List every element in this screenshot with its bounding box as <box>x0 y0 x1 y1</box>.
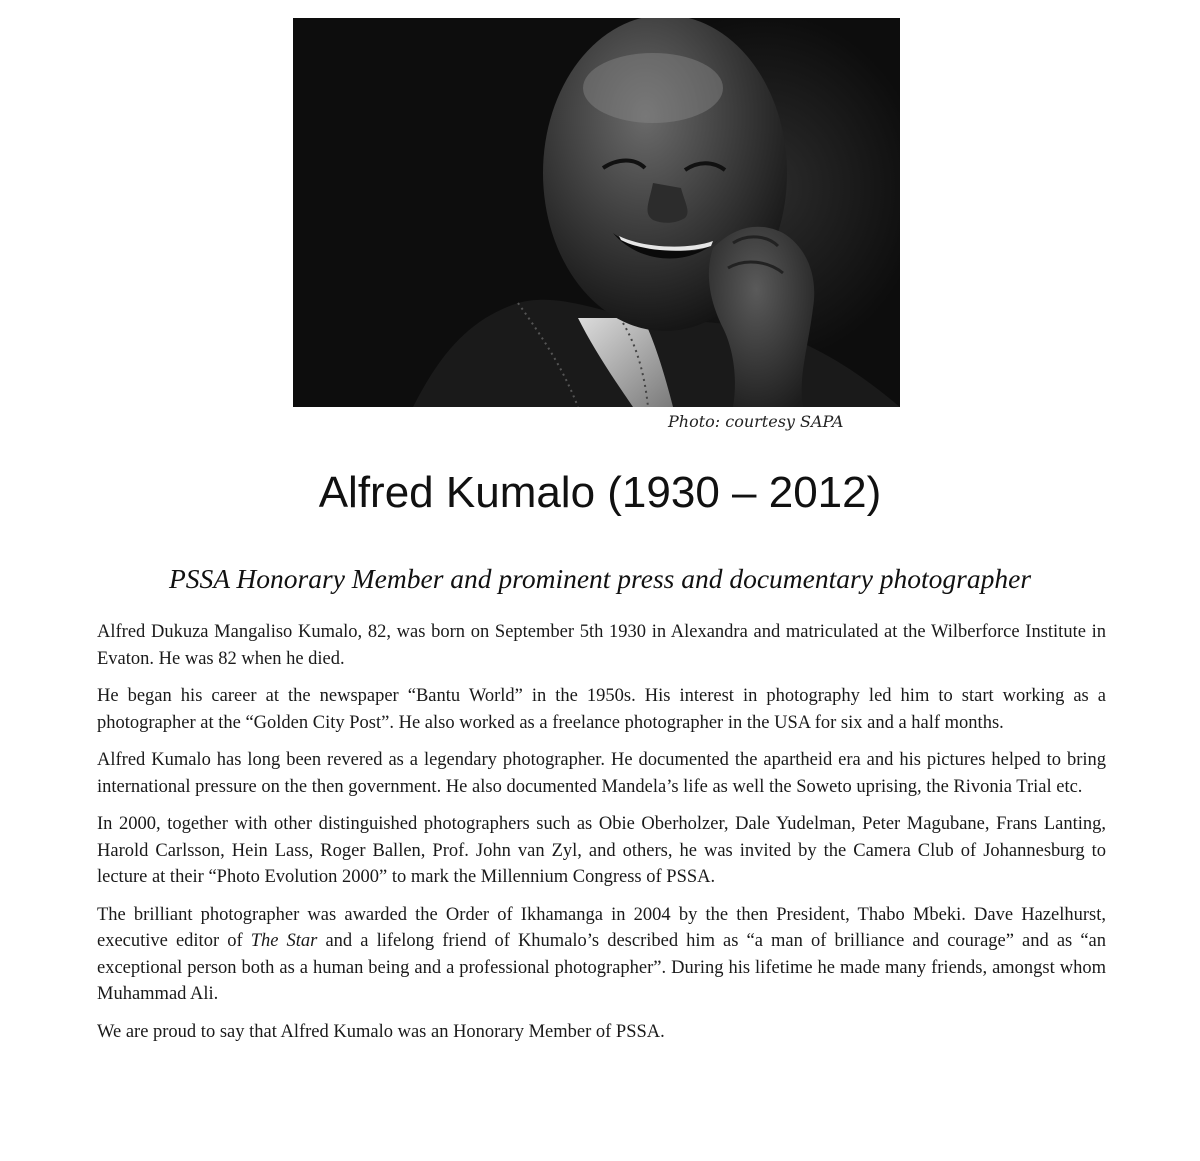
page-title: Alfred Kumalo (1930 – 2012) <box>318 468 882 517</box>
portrait-illustration <box>293 18 900 407</box>
paragraph-honorary: We are proud to say that Alfred Kumalo was an Honorary Member of PSSA. <box>97 1021 665 1042</box>
paragraph-birth: Alfred Dukuza Mangaliso Kumalo, 82, was born on September 5th 1930 in Alexandra and matriculated at the Wilberforce Institute in Evaton. He was 82 when he died. <box>97 622 1106 669</box>
paragraph-legacy: Alfred Kumalo has long been revered as a legendary photographer. He documented the apartheid era and his pictures helped to bring international pressure on the then government. He also documented Mandela’s life as well the Soweto uprising, the Rivonia Trial etc. <box>97 750 1106 797</box>
award-text-end: and a lifelong friend of Khumalo’s described him as “a man of brilliance and courage” and as “an exceptional person both as a human being and a professional photographer”. During his lifetime he made many friends, amongst whom Muhammad Ali. <box>97 931 1107 1004</box>
article-body <box>97 619 1106 1056</box>
portrait-photo <box>293 18 900 407</box>
newspaper-name: The Star <box>250 931 318 951</box>
subtitle: PSSA Honorary Member and prominent press and documentary photographer <box>168 563 1032 594</box>
paragraph-award <box>97 902 1106 1008</box>
photo-credit: Photo: courtesy SAPA <box>668 412 844 431</box>
paragraph-career: He began his career at the newspaper “Bantu World” in the 1950s. His interest in photography led him to start working as a photographer at the “Golden City Post”. He also worked as a freelance photographer in the USA for six and a half months. <box>97 686 1106 733</box>
award-text-start: The brilliant photographer was awarded the Order of Ikhamanga in 2004 by the then President, Thabo Mbeki. Dave Hazelhurst, executive editor of <box>97 904 1106 951</box>
paragraph-photo-evolution: In 2000, together with other distinguished photographers such as Obie Oberholzer, Dale Yudelman, Peter Magubane, Frans Lanting, Harold Carlsson, Hein Lass, Roger Ballen, Prof. John van Zyl, and others, he was invited by the Camera Club of Johannesburg to lecture at their “Photo Evolution 2000” to mark the Millennium Congress of PSSA. <box>97 814 1106 887</box>
